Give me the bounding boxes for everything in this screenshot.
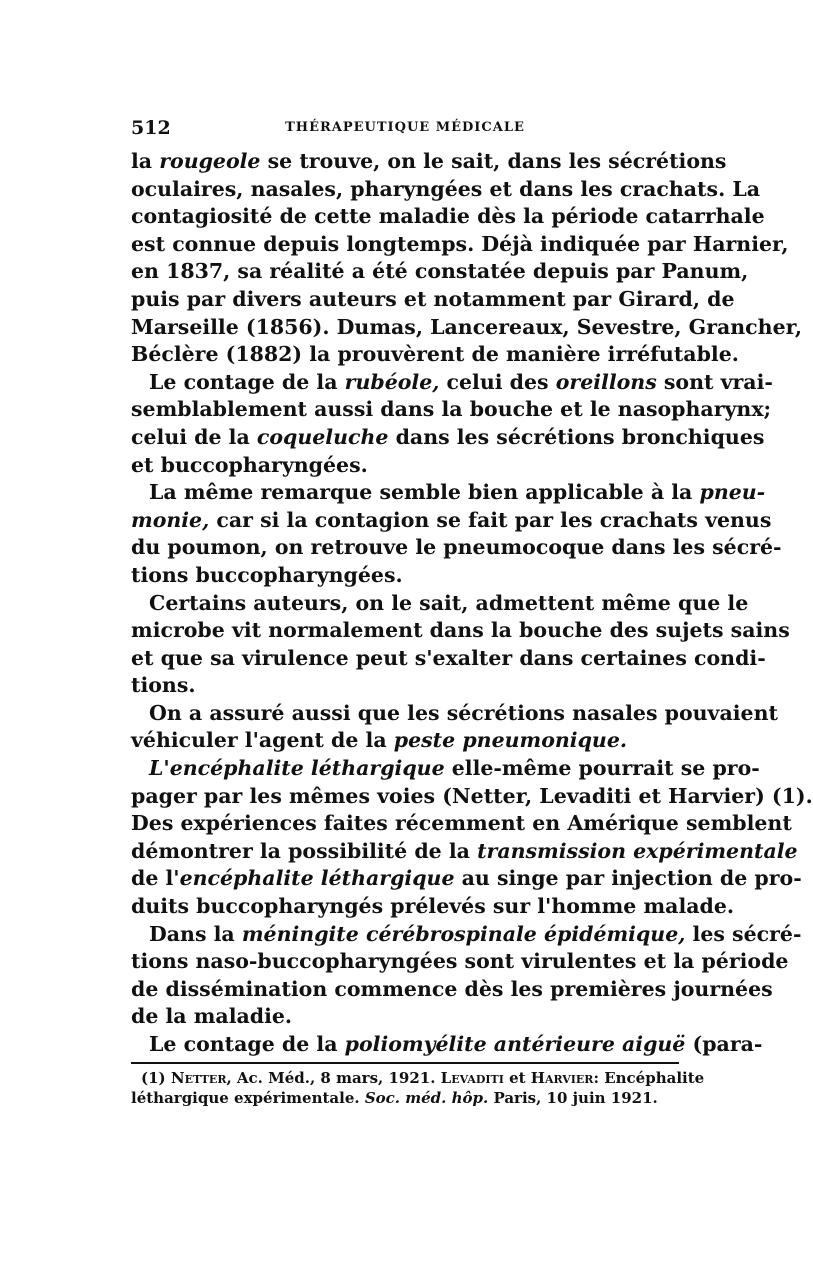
text-line [131, 314, 803, 342]
text-run: et que sa virulence peut s'exalter dans certaines condi- [131, 645, 766, 670]
text-run: en 1837, sa réalité a été constatée depuis par Panum, [131, 259, 749, 284]
text-run: et [503, 1069, 531, 1087]
text-line [131, 727, 679, 755]
text-line [131, 921, 802, 949]
text-line [131, 258, 749, 286]
text-run: puis par divers auteurs et notamment par Girard, de [131, 286, 735, 311]
text-line [131, 1031, 763, 1059]
text-run: La même remarque semble bien applicable à la [149, 480, 700, 505]
text-run: semblablement aussi dans la bouche et le nasopharynx; [131, 397, 772, 422]
text-run: tions. [131, 673, 196, 698]
text-line [131, 534, 782, 562]
text-line [131, 645, 766, 673]
text-run: de la maladie. [131, 1004, 293, 1029]
italic-text: rougeole [159, 149, 261, 173]
italic-text: peste pneumonique. [393, 728, 627, 753]
text-run: Dans la [149, 921, 242, 946]
text-line [131, 369, 773, 397]
italic-text: Soc. méd. hôp. [364, 1089, 489, 1107]
text-line [131, 424, 765, 452]
italic-text: transmission expérimentale [477, 838, 798, 863]
text-line [131, 976, 773, 1004]
text-line [131, 396, 772, 424]
text-line [131, 341, 739, 369]
text-line [131, 590, 749, 618]
text-line [131, 948, 789, 976]
text-line [131, 562, 679, 590]
text-line [131, 203, 765, 231]
page-number: 512 [131, 117, 171, 139]
text-line [131, 286, 735, 314]
text-run: les sécré- [685, 921, 802, 946]
text-run: pager par les mêmes voies (Netter, Levaditi et Harvier) (1). [131, 783, 813, 808]
text-run: On a assuré aussi que les sécrétions nasales pouvaient [149, 700, 778, 725]
italic-text: coqueluche [256, 424, 389, 449]
text-run: contagiosité de cette maladie dès la période catarrhale [131, 204, 765, 229]
text-run: léthargique expérimentale. [131, 1089, 365, 1107]
body-text [131, 148, 813, 1059]
text-run: oculaires, nasales, pharyngées et dans les crachats. La [131, 176, 761, 201]
text-line [131, 507, 772, 535]
italic-text: méningite cérébrospinale épidémique, [241, 921, 686, 946]
text-line [131, 865, 802, 893]
text-run: Marseille (1856). Dumas, Lancereaux, Sevestre, Grancher, [131, 314, 803, 339]
italic-text: encéphalite léthargique [179, 866, 455, 891]
author-name: Levaditi [440, 1069, 504, 1087]
text-run: de l' [131, 866, 180, 891]
text-line [131, 810, 792, 838]
text-line [131, 755, 760, 783]
text-line [131, 783, 813, 811]
text-run: au singe par injection de pro- [454, 866, 802, 891]
text-run: véhiculer l'agent de la [131, 728, 394, 753]
text-run: sont vrai- [656, 369, 773, 394]
text-line [131, 838, 798, 866]
text-run: se trouve, on le sait, dans les sécrétions [260, 149, 727, 173]
text-run: elle-même pourrait se pro- [444, 756, 760, 781]
text-line [131, 176, 761, 204]
author-name: Harvier [530, 1069, 594, 1087]
text-run: celui de la [131, 424, 257, 449]
text-run: tions naso-buccopharyngées sont virulentes et la période [131, 949, 789, 974]
running-title: THÉRAPEUTIQUE MÉDICALE [285, 120, 525, 135]
footnote-line [131, 1068, 705, 1088]
text-line [131, 452, 679, 480]
italic-text: rubéole, [344, 369, 440, 394]
footnote-separator [131, 1062, 679, 1064]
text-run: de dissémination commence dès les premières journées [131, 976, 773, 1001]
text-run: tions buccopharyngées. [131, 562, 403, 587]
text-line [131, 479, 766, 507]
text-run: Le contage de la [149, 369, 345, 394]
text-run: (1) [141, 1069, 171, 1087]
text-run: (para- [685, 1032, 763, 1056]
text-run: Des expériences faites récemment en Amérique semblent [131, 811, 792, 836]
author-name: Netter [170, 1069, 227, 1087]
italic-text: monie, [131, 507, 210, 532]
text-run: démontrer la possibilité de la [131, 838, 478, 863]
text-line [131, 672, 679, 700]
text-run: dans les sécrétions bronchiques [388, 424, 765, 449]
italic-text: L' [149, 756, 170, 781]
text-line [131, 231, 789, 259]
text-run: est connue depuis longtemps. Déjà indiquée par Harnier, [131, 231, 789, 256]
text-run: du poumon, on retrouve le pneumocoque dans les sécré- [131, 535, 782, 560]
text-run: Paris, 10 juin 1921. [488, 1089, 658, 1107]
footnote-line [131, 1088, 679, 1108]
text-run: Certains auteurs, on le sait, admettent même que le [149, 590, 749, 615]
italic-text: oreillons [555, 369, 657, 394]
text-run: Le contage de la [149, 1032, 345, 1056]
text-line [131, 617, 790, 645]
text-line [131, 1003, 679, 1031]
text-run: Béclère (1882) la prouvèrent de manière irréfutable. [131, 342, 739, 367]
text-line [131, 148, 727, 176]
text-run: car si la contagion se fait par les crachats venus [209, 507, 772, 532]
text-run: duits buccopharyngés prélevés sur l'homme malade. [131, 894, 735, 919]
italic-text: encéphalite léthargique [169, 756, 445, 781]
text-run: , Ac. Méd., 8 mars, 1921. [226, 1069, 441, 1087]
text-run: et buccopharyngées. [131, 452, 368, 477]
text-run: : Encéphalite [593, 1069, 705, 1087]
italic-text: pneu- [699, 480, 766, 505]
text-run: la [131, 149, 160, 173]
text-line [131, 893, 735, 921]
text-line [131, 700, 778, 728]
italic-text: poliomyélite antérieure aiguë [344, 1032, 686, 1056]
page-header [131, 117, 679, 139]
text-run: microbe vit normalement dans la bouche des sujets sains [131, 618, 790, 643]
footnote [131, 1068, 705, 1108]
text-run: celui des [439, 369, 556, 394]
